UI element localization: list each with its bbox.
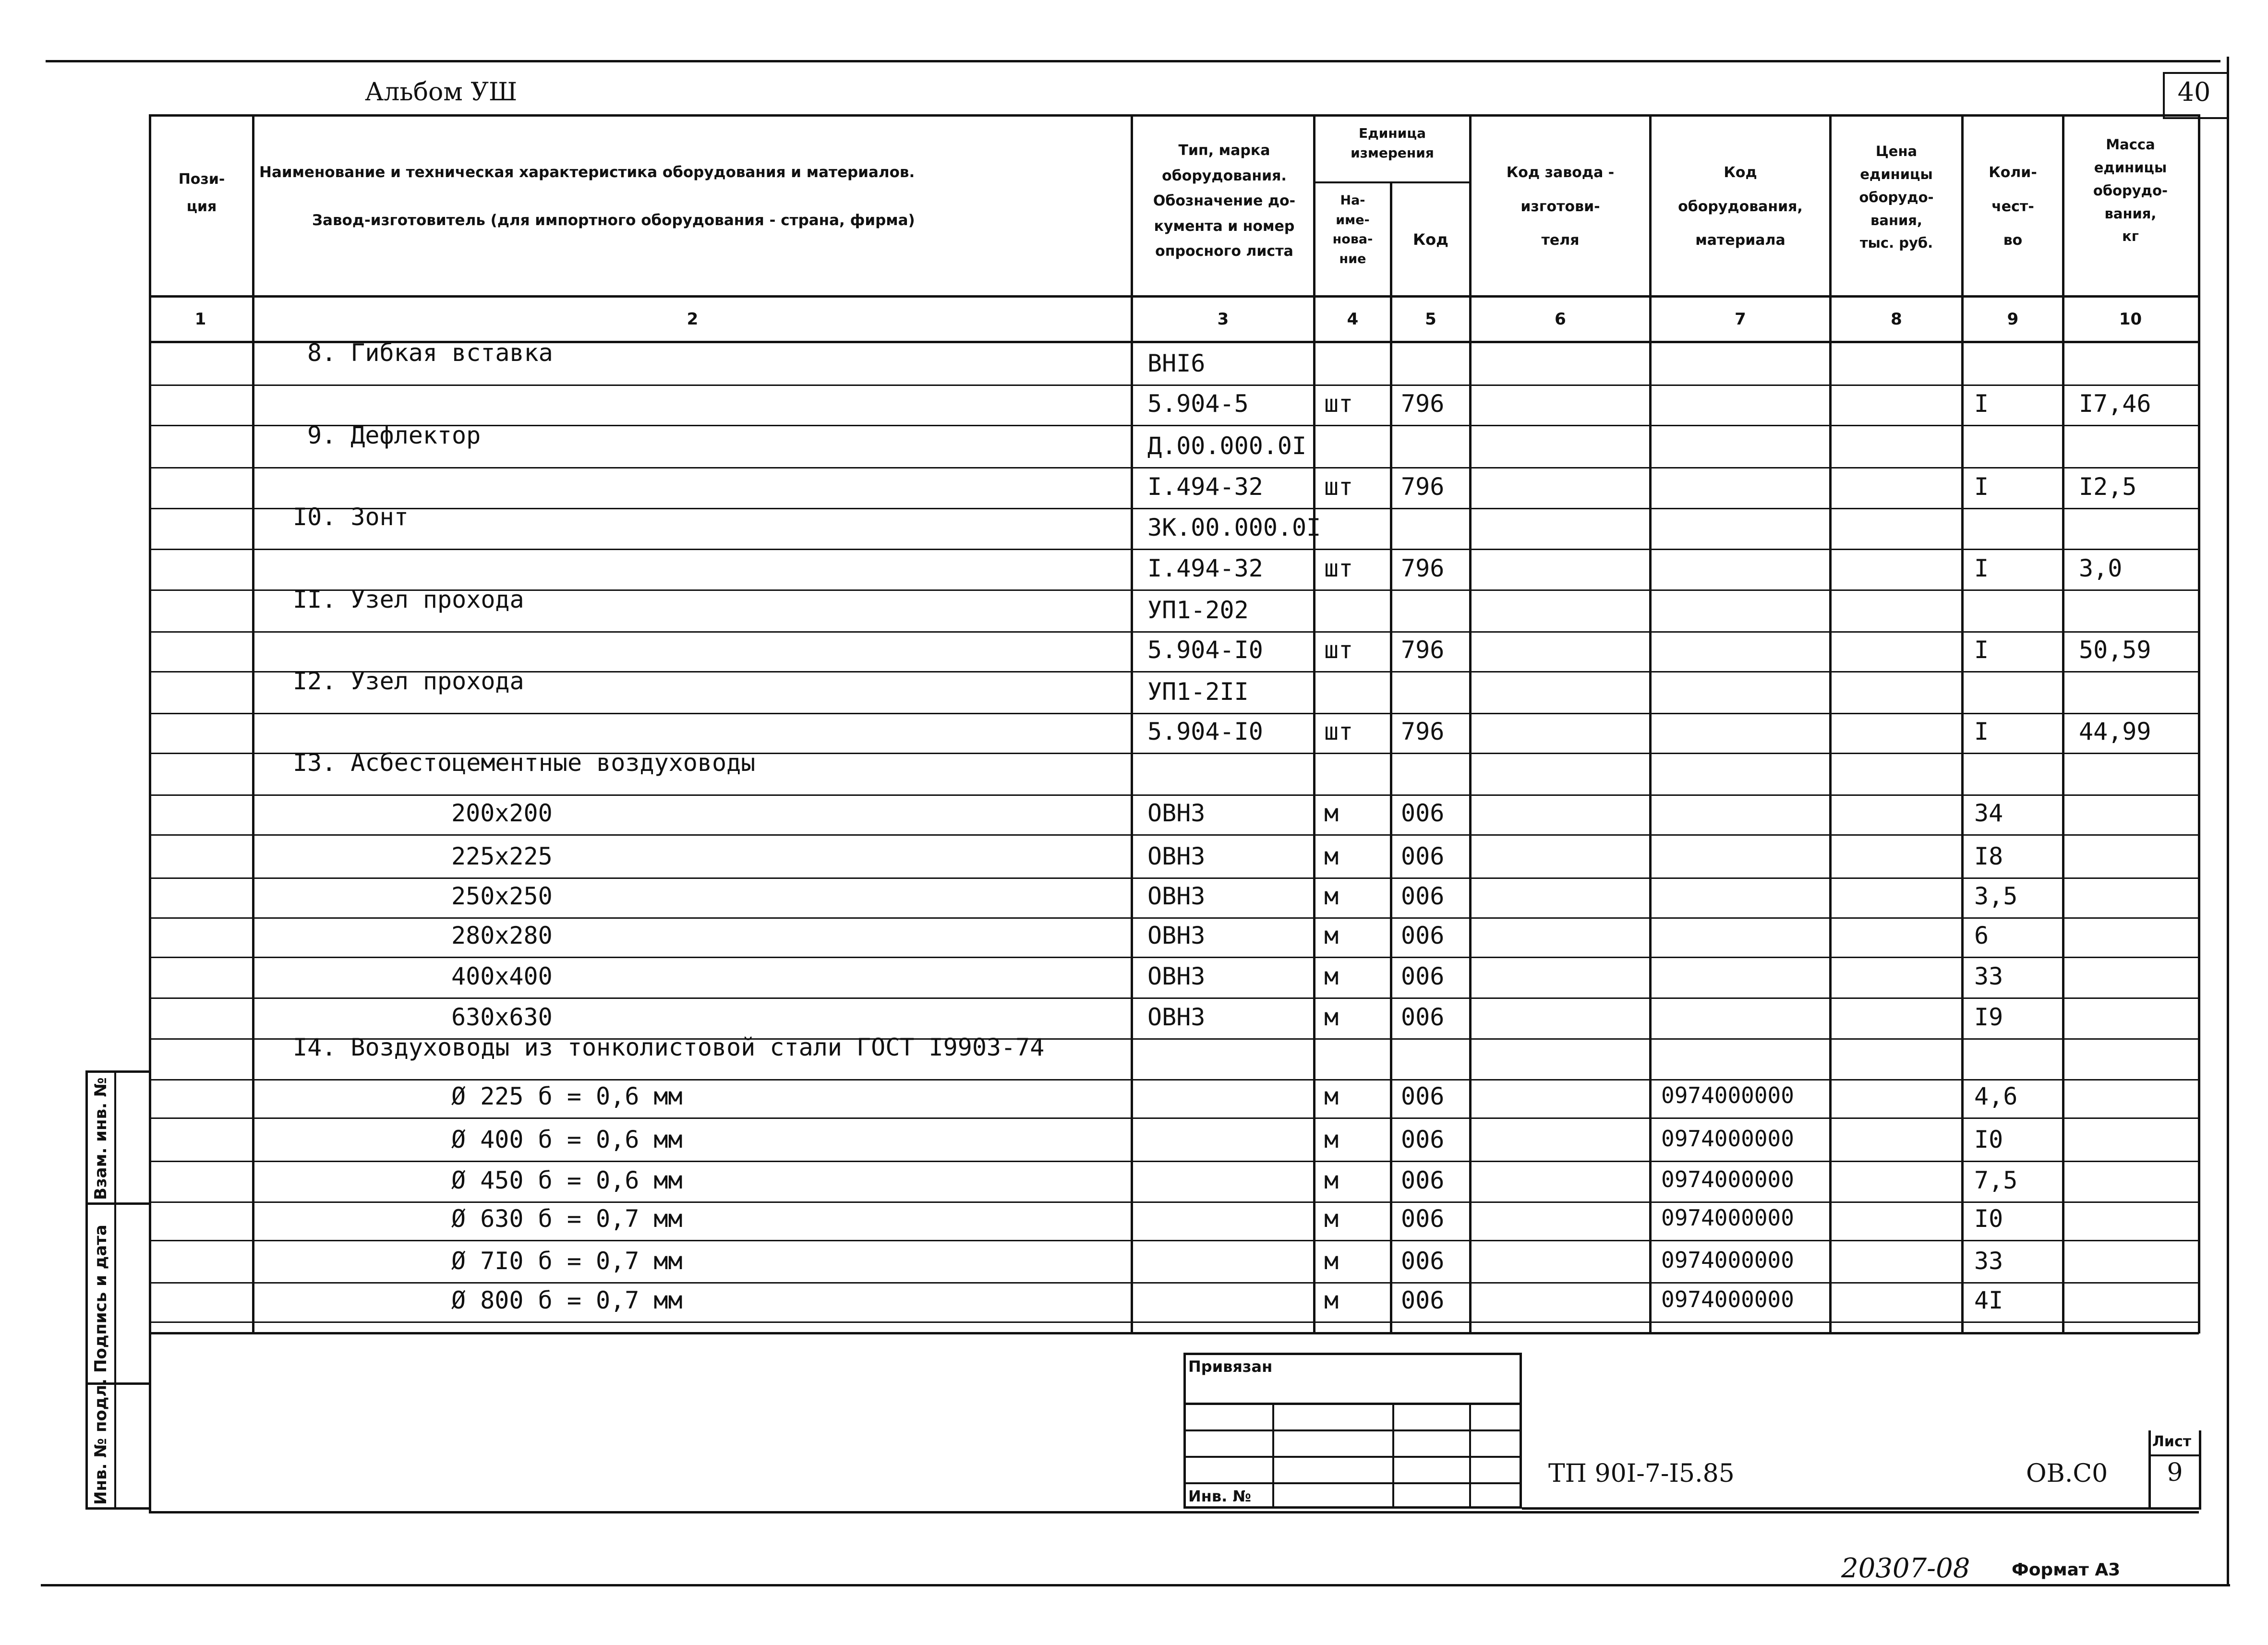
row-unit-code: 796 (1401, 636, 1445, 664)
row-type: I.494-32 (1147, 554, 1263, 582)
row-unit-code: 796 (1401, 390, 1445, 418)
row-name: Ø 450 б = 0,6 мм (451, 1166, 683, 1194)
row-unit-code: 006 (1401, 1205, 1445, 1233)
row-quantity: 4I (1974, 1286, 2003, 1314)
row-quantity: 6 (1974, 922, 1989, 949)
header-material-code: Код оборудования, материала (1678, 164, 1803, 249)
row-unit-code: 796 (1401, 473, 1445, 501)
row-name: 630x630 (451, 1003, 553, 1031)
row-unit-code: 006 (1401, 1082, 1445, 1110)
row-name: I2. Узел прохода (293, 667, 524, 695)
row-name: Ø 225 б = 0,6 мм (451, 1082, 683, 1110)
row-unit: м (1324, 1286, 1339, 1314)
row-quantity: 33 (1974, 1247, 2003, 1275)
row-unit-code: 006 (1401, 842, 1445, 870)
header-name-line1: Наименование и техническая характеристика оборудования и материалов. (259, 164, 915, 181)
row-quantity: 34 (1974, 799, 2003, 827)
row-unit: шт (1324, 390, 1353, 418)
row-type: ОВН3 (1147, 1003, 1206, 1031)
album-title: Альбом УШ (365, 78, 518, 107)
col-number-5: 5 (1425, 310, 1436, 329)
row-unit: м (1324, 882, 1339, 910)
row-quantity: I9 (1974, 1003, 2003, 1031)
row-material-code: 0974000000 (1661, 1082, 1794, 1108)
row-type: ОВН3 (1147, 799, 1206, 827)
row-mass: I2,5 (2079, 473, 2137, 501)
row-name: 400x400 (451, 962, 553, 990)
row-name: I4. Воздуховоды из тонколистовой стали ГОСТ I9903-74 (293, 1033, 1045, 1061)
row-quantity: I8 (1974, 842, 2003, 870)
row-mass: I7,46 (2079, 390, 2151, 418)
row-quantity: I (1974, 636, 1989, 664)
row-name: 250x250 (451, 882, 553, 910)
row-name: I0. Зонт (293, 503, 409, 531)
header-quantity: Коли- чест- во (1989, 164, 2037, 249)
page-number: 40 (2177, 77, 2211, 107)
stamp-list-label: Лист (2152, 1433, 2192, 1450)
row-type: 5.904-I0 (1147, 718, 1263, 745)
header-name-line2: Завод-изготовитель (для импортного оборудования - страна, фирма) (312, 212, 915, 229)
header-unit: Единица измерения (1351, 125, 1434, 161)
header-unit-name: На- име- нова- ние (1332, 193, 1373, 266)
row-mass: 50,59 (2079, 636, 2151, 664)
side-label-vzam: Взам. инв. № (91, 1077, 110, 1200)
row-unit: м (1324, 842, 1339, 870)
header-type: Тип, марка оборудования. Обозначение до- кумента и номер опросного листа (1153, 142, 1296, 260)
row-material-code: 0974000000 (1661, 1286, 1794, 1312)
col-number-7: 7 (1735, 310, 1746, 329)
row-quantity: I0 (1974, 1126, 2003, 1153)
stamp-privyazan: Привязан (1188, 1357, 1273, 1376)
row-name: Ø 7I0 б = 0,7 мм (451, 1247, 683, 1275)
row-type: ОВН3 (1147, 882, 1206, 910)
row-type: ВНI6 (1147, 349, 1206, 377)
row-quantity: 7,5 (1974, 1166, 2018, 1194)
row-type: ЗК.00.000.0I (1147, 514, 1321, 541)
stamp-inv-no: Инв. № (1188, 1487, 1251, 1505)
row-unit: м (1324, 962, 1339, 990)
header-unit-code: Код (1413, 230, 1448, 249)
row-unit: шт (1324, 636, 1353, 664)
row-name: 200x200 (451, 799, 553, 827)
row-unit-code: 796 (1401, 554, 1445, 582)
row-mass: 44,99 (2079, 718, 2151, 745)
stamp-list-number: 9 (2167, 1458, 2183, 1487)
row-material-code: 0974000000 (1661, 1205, 1794, 1231)
format-label: Формат А3 (2012, 1560, 2121, 1580)
row-unit: м (1324, 1205, 1339, 1233)
row-unit: м (1324, 922, 1339, 949)
row-unit-code: 006 (1401, 1126, 1445, 1153)
header-mass: Масса единицы оборудо- вания, кг (2093, 136, 2168, 245)
row-unit-code: 006 (1401, 962, 1445, 990)
row-unit-code: 006 (1401, 1166, 1445, 1194)
row-unit-code: 006 (1401, 1247, 1445, 1275)
row-quantity: I (1974, 390, 1989, 418)
col-number-10: 10 (2119, 310, 2142, 329)
row-type: ОВН3 (1147, 962, 1206, 990)
row-material-code: 0974000000 (1661, 1247, 1794, 1273)
row-name: 8. Гибкая вставка (307, 339, 553, 367)
row-name: 9. Дефлектор (307, 421, 481, 449)
stamp-doc-code: ТП 90I-7-I5.85 (1548, 1459, 1735, 1488)
row-material-code: 0974000000 (1661, 1126, 1794, 1152)
row-unit: м (1324, 1082, 1339, 1110)
col-number-2: 2 (687, 310, 699, 329)
col-number-3: 3 (1217, 310, 1229, 329)
header-price: Цена единицы оборудо- вания, тыс. руб. (1859, 143, 1934, 252)
stamp-mark: ОВ.С0 (2026, 1459, 2108, 1488)
row-type: ОВН3 (1147, 842, 1206, 870)
side-label-inv: Инв. № подл. (91, 1378, 110, 1505)
row-name: 225x225 (451, 842, 553, 870)
col-number-6: 6 (1555, 310, 1566, 329)
row-unit: шт (1324, 718, 1353, 745)
row-unit-code: 006 (1401, 1003, 1445, 1031)
handwritten-number: 20307-08 (1841, 1553, 1970, 1584)
row-unit: м (1324, 799, 1339, 827)
row-type: I.494-32 (1147, 473, 1263, 501)
header-position: Пози- ция (178, 171, 225, 215)
row-quantity: 4,6 (1974, 1082, 2018, 1110)
row-unit: м (1324, 1166, 1339, 1194)
row-quantity: I (1974, 718, 1989, 745)
row-quantity: 33 (1974, 962, 2003, 990)
row-unit: м (1324, 1247, 1339, 1275)
row-type: УП1-202 (1147, 596, 1249, 624)
row-name: I3. Асбестоцементные воздуховоды (293, 749, 756, 777)
row-unit: шт (1324, 473, 1353, 501)
row-name: Ø 800 б = 0,7 мм (451, 1286, 683, 1314)
row-type: УП1-2II (1147, 678, 1249, 706)
col-number-9: 9 (2007, 310, 2019, 329)
row-unit: м (1324, 1003, 1339, 1031)
row-unit-code: 006 (1401, 882, 1445, 910)
row-unit-code: 796 (1401, 718, 1445, 745)
row-unit: шт (1324, 554, 1353, 582)
row-material-code: 0974000000 (1661, 1166, 1794, 1192)
row-type: Д.00.000.0I (1147, 432, 1307, 460)
row-quantity: 3,5 (1974, 882, 2018, 910)
row-unit-code: 006 (1401, 1286, 1445, 1314)
row-type: 5.904-5 (1147, 390, 1249, 418)
row-unit-code: 006 (1401, 799, 1445, 827)
row-name: II. Узел прохода (293, 586, 524, 613)
row-type: 5.904-I0 (1147, 636, 1263, 664)
row-mass: 3,0 (2079, 554, 2123, 582)
header-maker-code: Код завода - изготови- теля (1506, 164, 1615, 249)
row-quantity: I0 (1974, 1205, 2003, 1233)
row-type: ОВН3 (1147, 922, 1206, 949)
row-quantity: I (1974, 554, 1989, 582)
row-name: 280x280 (451, 922, 553, 949)
row-quantity: I (1974, 473, 1989, 501)
side-label-podpis: Подпись и дата (91, 1225, 110, 1373)
row-name: Ø 400 б = 0,6 мм (451, 1126, 683, 1153)
row-unit-code: 006 (1401, 922, 1445, 949)
row-name: Ø 630 б = 0,7 мм (451, 1205, 683, 1233)
row-unit: м (1324, 1126, 1339, 1153)
col-number-1: 1 (194, 310, 206, 329)
col-number-4: 4 (1347, 310, 1359, 329)
col-number-8: 8 (1891, 310, 1902, 329)
